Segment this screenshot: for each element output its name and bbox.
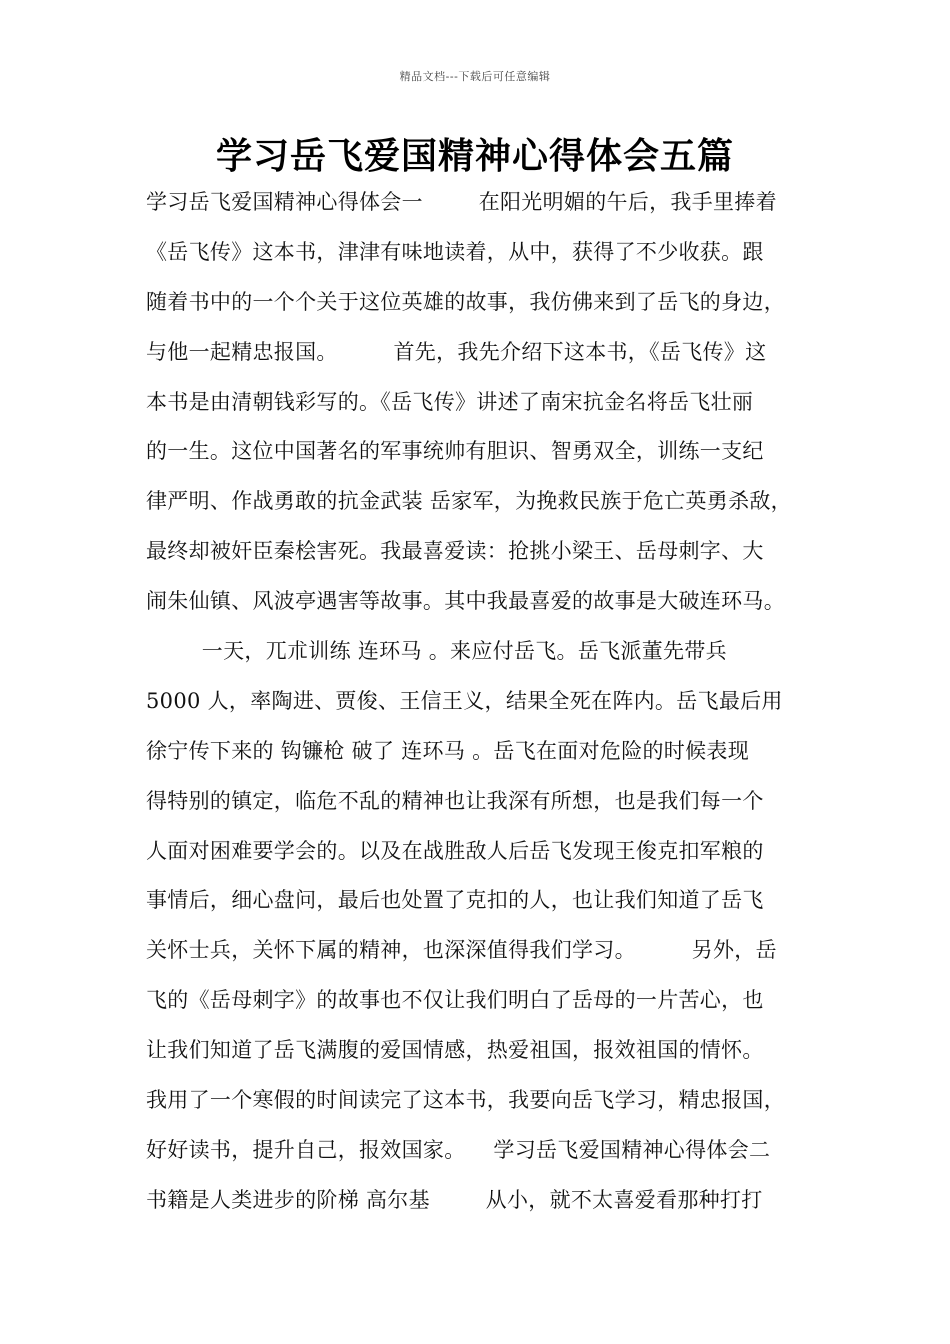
body-line: 我用了一个寒假的时间读完了这本书，我要向岳飞学习，精忠报国， <box>146 1088 785 1113</box>
body-line: 《岳飞传》这本书，津津有味地读着，从中，获得了不少收获。跟 <box>146 239 764 264</box>
body-line: 闹朱仙镇、风波亭遇害等故事。其中我最喜爱的故事是大破连环马。 <box>146 589 785 614</box>
body-line: 律严明、作战勇敢的抗金武装 岳家军，为挽救民族于危亡英勇杀敌， <box>146 489 792 514</box>
body-line: 5000 人，率陶进、贾俊、王信王义，结果全死在阵内。岳飞最后用 <box>146 688 783 713</box>
body-line: 人面对困难要学会的。以及在战胜敌人后岳飞发现王俊克扣军粮的 <box>146 838 764 863</box>
body-line: 飞的《岳母刺字》的故事也不仅让我们明白了岳母的一片苦心，也 <box>146 988 764 1013</box>
body-line: 与他一起精忠报国。 首先，我先介绍下这本书，《岳飞传》这 <box>146 339 767 364</box>
body-line: 一天，兀朮训练 连环马 。来应付岳飞。岳飞派董先带兵 <box>146 639 727 664</box>
document-body <box>146 178 836 1226</box>
page-header-watermark: 精品文档---下载后可任意编辑 <box>399 70 551 83</box>
body-line: 关怀士兵，关怀下属的精神，也深深值得我们学习。 另外，岳 <box>146 938 777 963</box>
body-line: 学习岳飞爱国精神心得体会一 在阳光明媚的午后，我手里捧着 <box>146 190 777 214</box>
document-title: 学习岳飞爱国精神心得体会五篇 <box>215 135 734 177</box>
body-line: 得特别的镇定，临危不乱的精神也让我深有所想，也是我们每一个 <box>146 788 764 813</box>
body-line: 最终却被奸臣秦桧害死。我最喜爱读：抢挑小梁王、岳母刺字、大 <box>146 539 764 564</box>
body-line: 让我们知道了岳飞满腹的爱国情感，热爱祖国，报效祖国的情怀。 <box>146 1038 764 1063</box>
body-line: 随着书中的一个个关于这位英雄的故事，我仿佛来到了岳飞的身边， <box>146 289 785 314</box>
body-line: 书籍是人类进步的阶梯 高尔基 从小，就不太喜爱看那种打打 <box>146 1187 763 1212</box>
body-line: 事情后，细心盘问，最后也处置了克扣的人，也让我们知道了岳飞 <box>146 888 764 913</box>
body-line: 徐宁传下来的 钩镰枪 破了 连环马 。岳飞在面对危险的时候表现 <box>146 738 749 763</box>
body-line: 好好读书，提升自己，报效国家。 学习岳飞爱国精神心得体会二 <box>146 1137 771 1162</box>
body-line: 本书是由清朝钱彩写的。《岳飞传》讲述了南宋抗金名将岳飞壮丽 <box>146 389 754 414</box>
body-line: 的一生。这位中国著名的军事统帅有胆识、智勇双全，训练一支纪 <box>146 439 764 464</box>
